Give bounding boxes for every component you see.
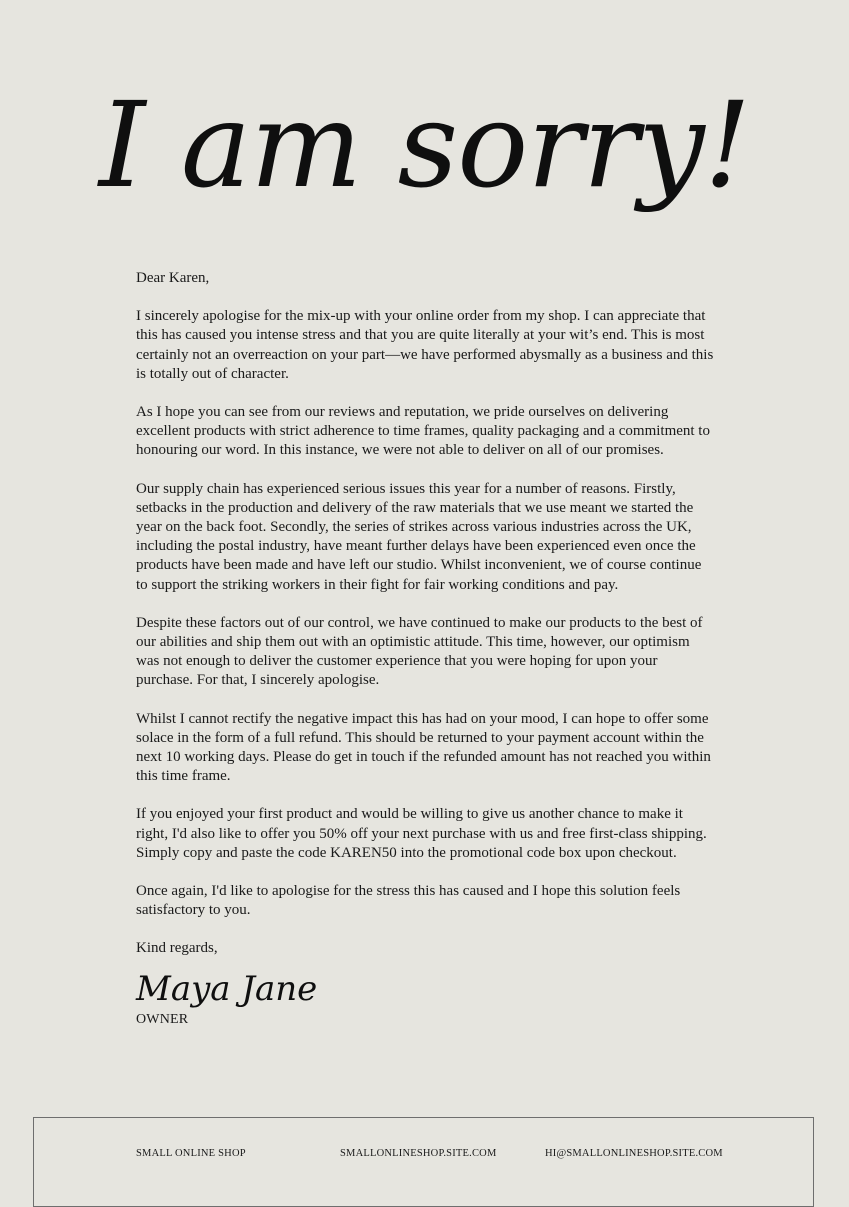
salutation: Dear Karen, — [136, 270, 210, 286]
paragraph: Once again, I'd like to apologise for the stress this has caused and I hope this solution feels satisfactory to you. — [136, 883, 681, 919]
letter-title: I am sorry! — [98, 76, 751, 214]
paragraph: As I hope you can see from our reviews and reputation, we pride ourselves on delivering excellent products with strict adherence to time frames, quality packaging and a commitment to honouring our word. In this instance, we were not able to deliver on all of our promises. — [136, 404, 710, 459]
footer-email-link[interactable]: HI@SMALLONLINESHOP.SITE.COM — [545, 1148, 723, 1159]
paragraph: If you enjoyed your first product and would be willing to give us another chance to make it right, I'd also like to offer you 50% off your next purchase with us and free first-class shipping. Simply copy and paste the code KAREN50 into the promotional code box upon checkout. — [136, 806, 707, 861]
paragraph: Our supply chain has experienced serious issues this year for a number of reasons. Firstly, setbacks in the production and delivery of the raw materials that we use meant we started the year on the back foot. Secondly, the series of strikes across various industries across the UK, including the postal industry, have meant further delays have been experienced even once the products have been made and have left our studio. Whilst inconvenient, we of course continue to support the striking workers in their fight for fair working conditions and pay. — [136, 480, 702, 593]
signature: Maya Jane — [136, 968, 318, 1009]
footer-website-link[interactable]: SMALLONLINESHOP.SITE.COM — [340, 1148, 497, 1159]
footer — [33, 1117, 814, 1207]
signer-role: OWNER — [136, 1011, 189, 1027]
closing: Kind regards, — [136, 940, 218, 957]
paragraph: I sincerely apologise for the mix-up with your online order from my shop. I can appreciate that this has caused you intense stress and that you are quite literally at your wit’s end. This is most certainly not an overreaction on your part—we have performed abysmally as a business and this is totally out of character. — [136, 308, 714, 382]
footer-shop-name: SMALL ONLINE SHOP — [136, 1148, 246, 1159]
paragraph: Despite these factors out of our control, we have continued to make our products to the best of our abilities and ship them out with an optimistic attitude. This time, however, our optimism was not enough to deliver the customer experience that you were hoping for upon your purchase. For that, I sincerely apologise. — [136, 614, 703, 689]
letter-body — [136, 269, 716, 1029]
paragraph: Whilst I cannot rectify the negative impact this has had on your mood, I can hope to offer some solace in the form of a full refund. This should be returned to your payment account within the next 10 working days. Please do get in touch if the refunded amount has not reached you within this time frame. — [136, 710, 711, 785]
